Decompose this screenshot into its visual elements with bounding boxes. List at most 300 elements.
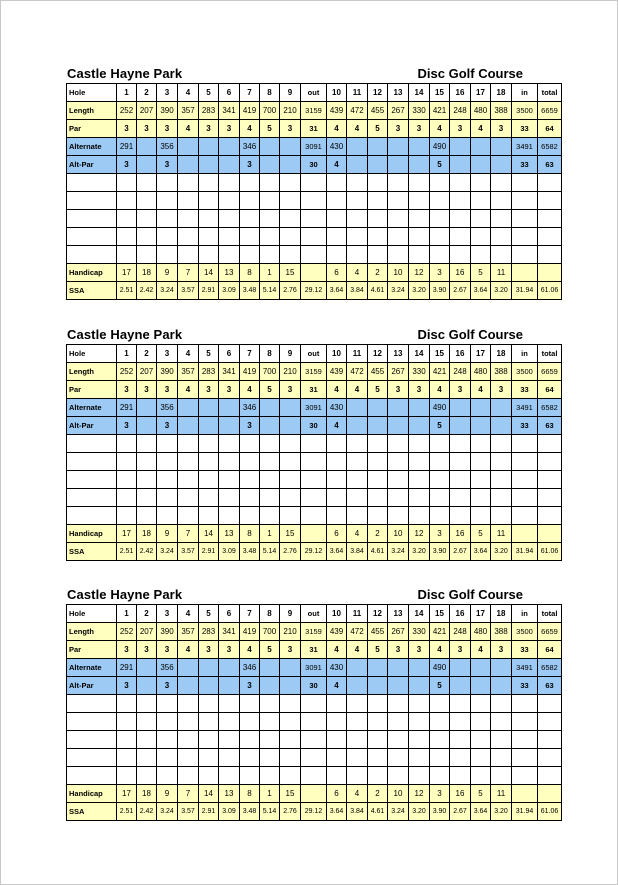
- row-label[interactable]: [67, 174, 117, 192]
- score-cell[interactable]: [240, 713, 260, 731]
- score-cell[interactable]: [301, 713, 327, 731]
- score-cell[interactable]: [512, 246, 538, 264]
- score-cell[interactable]: [368, 192, 388, 210]
- score-cell[interactable]: [178, 228, 199, 246]
- score-cell[interactable]: [430, 767, 450, 785]
- score-cell[interactable]: [430, 246, 450, 264]
- score-cell[interactable]: [430, 489, 450, 507]
- score-cell[interactable]: [512, 489, 538, 507]
- score-cell[interactable]: [327, 471, 347, 489]
- score-cell[interactable]: [388, 174, 409, 192]
- score-cell[interactable]: [260, 174, 280, 192]
- score-cell[interactable]: [471, 435, 491, 453]
- score-cell[interactable]: [280, 210, 301, 228]
- score-cell[interactable]: [347, 453, 368, 471]
- score-cell[interactable]: [430, 695, 450, 713]
- row-label[interactable]: [67, 453, 117, 471]
- score-cell[interactable]: [301, 246, 327, 264]
- score-cell[interactable]: [137, 749, 157, 767]
- score-cell[interactable]: [301, 767, 327, 785]
- score-cell[interactable]: [157, 228, 178, 246]
- score-cell[interactable]: [347, 713, 368, 731]
- score-cell[interactable]: [178, 507, 199, 525]
- score-cell[interactable]: [178, 731, 199, 749]
- score-cell[interactable]: [327, 489, 347, 507]
- score-cell[interactable]: [538, 507, 562, 525]
- score-cell[interactable]: [178, 749, 199, 767]
- score-cell[interactable]: [117, 435, 137, 453]
- score-cell[interactable]: [512, 453, 538, 471]
- score-cell[interactable]: [219, 174, 240, 192]
- score-cell[interactable]: [409, 453, 430, 471]
- score-cell[interactable]: [471, 192, 491, 210]
- score-cell[interactable]: [327, 174, 347, 192]
- score-cell[interactable]: [450, 507, 471, 525]
- score-cell[interactable]: [240, 174, 260, 192]
- score-cell[interactable]: [512, 767, 538, 785]
- row-label[interactable]: [67, 767, 117, 785]
- score-cell[interactable]: [471, 767, 491, 785]
- score-cell[interactable]: [368, 228, 388, 246]
- score-cell[interactable]: [347, 192, 368, 210]
- score-cell[interactable]: [199, 507, 219, 525]
- row-label[interactable]: [67, 731, 117, 749]
- score-cell[interactable]: [157, 749, 178, 767]
- score-cell[interactable]: [368, 471, 388, 489]
- score-cell[interactable]: [219, 246, 240, 264]
- score-cell[interactable]: [178, 713, 199, 731]
- score-cell[interactable]: [240, 210, 260, 228]
- score-cell[interactable]: [388, 695, 409, 713]
- score-cell[interactable]: [388, 507, 409, 525]
- score-cell[interactable]: [327, 695, 347, 713]
- score-cell[interactable]: [538, 246, 562, 264]
- score-cell[interactable]: [347, 749, 368, 767]
- score-cell[interactable]: [219, 507, 240, 525]
- score-cell[interactable]: [471, 731, 491, 749]
- score-cell[interactable]: [368, 695, 388, 713]
- score-cell[interactable]: [327, 731, 347, 749]
- score-cell[interactable]: [117, 210, 137, 228]
- score-cell[interactable]: [178, 174, 199, 192]
- score-cell[interactable]: [512, 192, 538, 210]
- score-cell[interactable]: [347, 435, 368, 453]
- score-cell[interactable]: [512, 210, 538, 228]
- row-label[interactable]: [67, 192, 117, 210]
- score-cell[interactable]: [117, 507, 137, 525]
- score-cell[interactable]: [471, 174, 491, 192]
- score-cell[interactable]: [301, 507, 327, 525]
- score-cell[interactable]: [388, 731, 409, 749]
- score-cell[interactable]: [368, 507, 388, 525]
- score-cell[interactable]: [512, 749, 538, 767]
- score-cell[interactable]: [450, 192, 471, 210]
- score-cell[interactable]: [301, 192, 327, 210]
- score-cell[interactable]: [157, 210, 178, 228]
- score-cell[interactable]: [430, 731, 450, 749]
- score-cell[interactable]: [260, 731, 280, 749]
- score-cell[interactable]: [178, 210, 199, 228]
- score-cell[interactable]: [409, 767, 430, 785]
- score-cell[interactable]: [219, 192, 240, 210]
- score-cell[interactable]: [137, 228, 157, 246]
- score-cell[interactable]: [157, 453, 178, 471]
- score-cell[interactable]: [137, 246, 157, 264]
- score-cell[interactable]: [471, 228, 491, 246]
- score-cell[interactable]: [240, 731, 260, 749]
- score-cell[interactable]: [368, 731, 388, 749]
- score-cell[interactable]: [137, 489, 157, 507]
- score-cell[interactable]: [199, 453, 219, 471]
- score-cell[interactable]: [430, 471, 450, 489]
- score-cell[interactable]: [471, 210, 491, 228]
- score-cell[interactable]: [199, 471, 219, 489]
- score-cell[interactable]: [301, 695, 327, 713]
- score-cell[interactable]: [450, 228, 471, 246]
- score-cell[interactable]: [491, 749, 512, 767]
- score-cell[interactable]: [260, 192, 280, 210]
- score-cell[interactable]: [450, 210, 471, 228]
- score-cell[interactable]: [199, 489, 219, 507]
- score-cell[interactable]: [240, 489, 260, 507]
- score-cell[interactable]: [327, 246, 347, 264]
- score-cell[interactable]: [137, 695, 157, 713]
- score-cell[interactable]: [347, 174, 368, 192]
- score-cell[interactable]: [491, 507, 512, 525]
- score-cell[interactable]: [219, 210, 240, 228]
- score-cell[interactable]: [512, 228, 538, 246]
- score-cell[interactable]: [240, 471, 260, 489]
- score-cell[interactable]: [117, 471, 137, 489]
- score-cell[interactable]: [219, 435, 240, 453]
- score-cell[interactable]: [178, 695, 199, 713]
- score-cell[interactable]: [450, 749, 471, 767]
- score-cell[interactable]: [178, 453, 199, 471]
- score-cell[interactable]: [280, 471, 301, 489]
- score-cell[interactable]: [347, 507, 368, 525]
- score-cell[interactable]: [450, 731, 471, 749]
- score-cell[interactable]: [280, 174, 301, 192]
- score-cell[interactable]: [388, 453, 409, 471]
- score-cell[interactable]: [157, 507, 178, 525]
- score-cell[interactable]: [117, 192, 137, 210]
- score-cell[interactable]: [280, 713, 301, 731]
- score-cell[interactable]: [409, 192, 430, 210]
- score-cell[interactable]: [471, 507, 491, 525]
- score-cell[interactable]: [450, 713, 471, 731]
- score-cell[interactable]: [240, 767, 260, 785]
- score-cell[interactable]: [409, 489, 430, 507]
- score-cell[interactable]: [491, 731, 512, 749]
- score-cell[interactable]: [491, 767, 512, 785]
- score-cell[interactable]: [178, 435, 199, 453]
- score-cell[interactable]: [280, 228, 301, 246]
- score-cell[interactable]: [491, 228, 512, 246]
- score-cell[interactable]: [301, 435, 327, 453]
- score-cell[interactable]: [409, 435, 430, 453]
- score-cell[interactable]: [538, 749, 562, 767]
- score-cell[interactable]: [430, 210, 450, 228]
- score-cell[interactable]: [137, 435, 157, 453]
- score-cell[interactable]: [157, 471, 178, 489]
- score-cell[interactable]: [117, 749, 137, 767]
- score-cell[interactable]: [157, 713, 178, 731]
- score-cell[interactable]: [199, 192, 219, 210]
- row-label[interactable]: [67, 713, 117, 731]
- score-cell[interactable]: [260, 453, 280, 471]
- score-cell[interactable]: [347, 246, 368, 264]
- row-label[interactable]: [67, 507, 117, 525]
- score-cell[interactable]: [430, 749, 450, 767]
- score-cell[interactable]: [538, 713, 562, 731]
- score-cell[interactable]: [538, 453, 562, 471]
- score-cell[interactable]: [137, 731, 157, 749]
- score-cell[interactable]: [219, 228, 240, 246]
- score-cell[interactable]: [491, 174, 512, 192]
- score-cell[interactable]: [240, 246, 260, 264]
- score-cell[interactable]: [260, 489, 280, 507]
- score-cell[interactable]: [430, 192, 450, 210]
- score-cell[interactable]: [491, 210, 512, 228]
- score-cell[interactable]: [347, 767, 368, 785]
- score-cell[interactable]: [260, 749, 280, 767]
- score-cell[interactable]: [280, 489, 301, 507]
- score-cell[interactable]: [117, 174, 137, 192]
- score-cell[interactable]: [240, 507, 260, 525]
- score-cell[interactable]: [471, 471, 491, 489]
- score-cell[interactable]: [368, 210, 388, 228]
- score-cell[interactable]: [450, 453, 471, 471]
- score-cell[interactable]: [327, 210, 347, 228]
- score-cell[interactable]: [199, 228, 219, 246]
- score-cell[interactable]: [199, 713, 219, 731]
- score-cell[interactable]: [157, 695, 178, 713]
- score-cell[interactable]: [117, 228, 137, 246]
- score-cell[interactable]: [219, 749, 240, 767]
- score-cell[interactable]: [199, 749, 219, 767]
- score-cell[interactable]: [157, 731, 178, 749]
- score-cell[interactable]: [538, 210, 562, 228]
- score-cell[interactable]: [491, 489, 512, 507]
- score-cell[interactable]: [538, 228, 562, 246]
- score-cell[interactable]: [409, 713, 430, 731]
- score-cell[interactable]: [409, 246, 430, 264]
- score-cell[interactable]: [327, 767, 347, 785]
- score-cell[interactable]: [327, 228, 347, 246]
- score-cell[interactable]: [280, 435, 301, 453]
- score-cell[interactable]: [260, 435, 280, 453]
- score-cell[interactable]: [491, 453, 512, 471]
- score-cell[interactable]: [260, 246, 280, 264]
- score-cell[interactable]: [260, 507, 280, 525]
- score-cell[interactable]: [450, 174, 471, 192]
- score-cell[interactable]: [280, 453, 301, 471]
- score-cell[interactable]: [409, 749, 430, 767]
- score-cell[interactable]: [450, 767, 471, 785]
- score-cell[interactable]: [388, 435, 409, 453]
- score-cell[interactable]: [512, 507, 538, 525]
- score-cell[interactable]: [430, 174, 450, 192]
- score-cell[interactable]: [388, 713, 409, 731]
- score-cell[interactable]: [301, 453, 327, 471]
- score-cell[interactable]: [280, 749, 301, 767]
- score-cell[interactable]: [409, 695, 430, 713]
- score-cell[interactable]: [199, 767, 219, 785]
- row-label[interactable]: [67, 435, 117, 453]
- score-cell[interactable]: [450, 435, 471, 453]
- score-cell[interactable]: [538, 489, 562, 507]
- score-cell[interactable]: [491, 246, 512, 264]
- score-cell[interactable]: [538, 192, 562, 210]
- score-cell[interactable]: [368, 174, 388, 192]
- score-cell[interactable]: [178, 471, 199, 489]
- score-cell[interactable]: [240, 435, 260, 453]
- score-cell[interactable]: [219, 731, 240, 749]
- score-cell[interactable]: [260, 471, 280, 489]
- score-cell[interactable]: [301, 731, 327, 749]
- score-cell[interactable]: [327, 453, 347, 471]
- score-cell[interactable]: [117, 695, 137, 713]
- score-cell[interactable]: [260, 767, 280, 785]
- score-cell[interactable]: [280, 192, 301, 210]
- score-cell[interactable]: [471, 713, 491, 731]
- score-cell[interactable]: [327, 507, 347, 525]
- score-cell[interactable]: [240, 749, 260, 767]
- row-label[interactable]: [67, 471, 117, 489]
- score-cell[interactable]: [512, 471, 538, 489]
- score-cell[interactable]: [538, 767, 562, 785]
- score-cell[interactable]: [117, 489, 137, 507]
- score-cell[interactable]: [368, 489, 388, 507]
- score-cell[interactable]: [301, 471, 327, 489]
- score-cell[interactable]: [280, 767, 301, 785]
- score-cell[interactable]: [471, 695, 491, 713]
- score-cell[interactable]: [260, 695, 280, 713]
- score-cell[interactable]: [430, 453, 450, 471]
- score-cell[interactable]: [117, 453, 137, 471]
- score-cell[interactable]: [388, 210, 409, 228]
- score-cell[interactable]: [450, 695, 471, 713]
- row-label[interactable]: [67, 246, 117, 264]
- score-cell[interactable]: [301, 210, 327, 228]
- score-cell[interactable]: [301, 174, 327, 192]
- score-cell[interactable]: [491, 471, 512, 489]
- score-cell[interactable]: [388, 767, 409, 785]
- score-cell[interactable]: [450, 489, 471, 507]
- score-cell[interactable]: [157, 246, 178, 264]
- score-cell[interactable]: [512, 713, 538, 731]
- score-cell[interactable]: [430, 228, 450, 246]
- score-cell[interactable]: [368, 713, 388, 731]
- score-cell[interactable]: [157, 489, 178, 507]
- score-cell[interactable]: [137, 507, 157, 525]
- score-cell[interactable]: [491, 435, 512, 453]
- score-cell[interactable]: [219, 713, 240, 731]
- score-cell[interactable]: [157, 192, 178, 210]
- score-cell[interactable]: [199, 695, 219, 713]
- score-cell[interactable]: [137, 713, 157, 731]
- score-cell[interactable]: [409, 471, 430, 489]
- score-cell[interactable]: [280, 731, 301, 749]
- score-cell[interactable]: [117, 767, 137, 785]
- score-cell[interactable]: [430, 713, 450, 731]
- score-cell[interactable]: [409, 174, 430, 192]
- score-cell[interactable]: [157, 767, 178, 785]
- score-cell[interactable]: [301, 749, 327, 767]
- score-cell[interactable]: [471, 489, 491, 507]
- score-cell[interactable]: [471, 749, 491, 767]
- score-cell[interactable]: [219, 489, 240, 507]
- score-cell[interactable]: [117, 731, 137, 749]
- score-cell[interactable]: [137, 767, 157, 785]
- score-cell[interactable]: [260, 210, 280, 228]
- score-cell[interactable]: [409, 731, 430, 749]
- score-cell[interactable]: [491, 713, 512, 731]
- score-cell[interactable]: [471, 453, 491, 471]
- score-cell[interactable]: [347, 695, 368, 713]
- score-cell[interactable]: [347, 210, 368, 228]
- score-cell[interactable]: [327, 713, 347, 731]
- score-cell[interactable]: [368, 767, 388, 785]
- score-cell[interactable]: [368, 453, 388, 471]
- score-cell[interactable]: [491, 695, 512, 713]
- score-cell[interactable]: [347, 731, 368, 749]
- score-cell[interactable]: [117, 246, 137, 264]
- score-cell[interactable]: [137, 453, 157, 471]
- row-label[interactable]: [67, 228, 117, 246]
- row-label[interactable]: [67, 210, 117, 228]
- score-cell[interactable]: [538, 435, 562, 453]
- score-cell[interactable]: [388, 489, 409, 507]
- score-cell[interactable]: [157, 435, 178, 453]
- score-cell[interactable]: [219, 767, 240, 785]
- score-cell[interactable]: [538, 471, 562, 489]
- score-cell[interactable]: [219, 453, 240, 471]
- score-cell[interactable]: [430, 435, 450, 453]
- score-cell[interactable]: [199, 210, 219, 228]
- score-cell[interactable]: [301, 228, 327, 246]
- score-cell[interactable]: [301, 489, 327, 507]
- score-cell[interactable]: [219, 695, 240, 713]
- row-label[interactable]: [67, 695, 117, 713]
- score-cell[interactable]: [178, 489, 199, 507]
- score-cell[interactable]: [471, 246, 491, 264]
- score-cell[interactable]: [368, 246, 388, 264]
- score-cell[interactable]: [240, 228, 260, 246]
- score-cell[interactable]: [260, 228, 280, 246]
- score-cell[interactable]: [327, 749, 347, 767]
- score-cell[interactable]: [178, 246, 199, 264]
- score-cell[interactable]: [199, 174, 219, 192]
- score-cell[interactable]: [347, 489, 368, 507]
- score-cell[interactable]: [347, 471, 368, 489]
- score-cell[interactable]: [450, 471, 471, 489]
- score-cell[interactable]: [178, 767, 199, 785]
- score-cell[interactable]: [430, 507, 450, 525]
- score-cell[interactable]: [512, 731, 538, 749]
- score-cell[interactable]: [347, 228, 368, 246]
- score-cell[interactable]: [388, 228, 409, 246]
- score-cell[interactable]: [137, 192, 157, 210]
- score-cell[interactable]: [199, 246, 219, 264]
- score-cell[interactable]: [157, 174, 178, 192]
- score-cell[interactable]: [512, 174, 538, 192]
- score-cell[interactable]: [137, 174, 157, 192]
- score-cell[interactable]: [512, 435, 538, 453]
- score-cell[interactable]: [240, 453, 260, 471]
- score-cell[interactable]: [280, 507, 301, 525]
- score-cell[interactable]: [450, 246, 471, 264]
